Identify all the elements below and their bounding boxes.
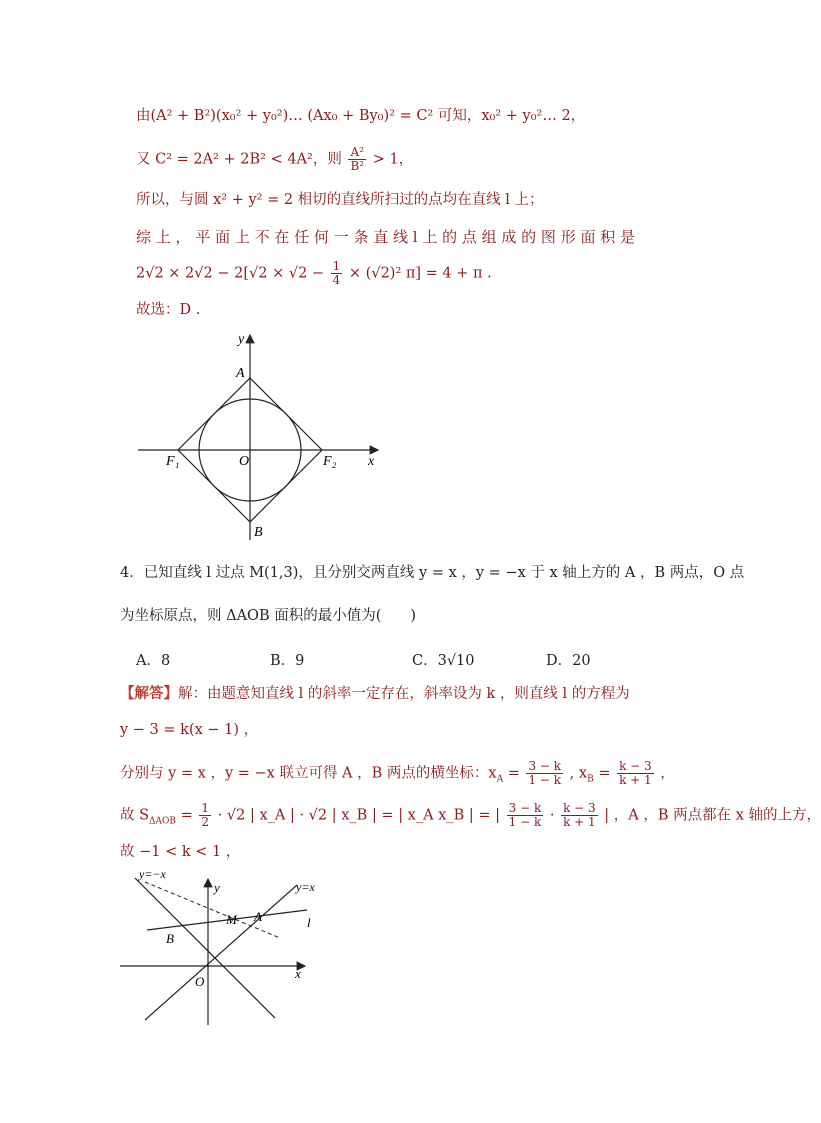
answer-text: 故 S: [120, 807, 150, 824]
solution-text: 所以，与圆 x² + y² = 2 相切的直线所扫过的点均在直线 l 上；: [136, 192, 544, 208]
label-x: x: [295, 966, 301, 981]
option-d: D．20: [546, 653, 591, 669]
solution-line-2: [136, 146, 413, 173]
answer-text: y − 3 = k(x − 1) ，: [120, 722, 259, 738]
fraction: $\frac{1}{2}$: [201, 801, 210, 829]
figure-circle-square: [130, 325, 390, 545]
solution-line-4: [136, 227, 635, 247]
solution-text: 故选：D .: [136, 302, 201, 318]
answer-line-4: 故 $S_{\Delta AOB}$ = $\frac{1}{2}$ · √2 | x_A | · √2 | x_B | = | x_A x_B | = | $\frac{3 - k}{1 - k}$ · $\frac{k - 3}{k + 1}$ | ，A ，B 两点都在 x 轴的上方，: [120, 801, 821, 829]
label-y: y: [214, 880, 220, 895]
solution-line-6: [136, 300, 200, 320]
fraction: $\frac{3 - k}{1 - k}$: [528, 759, 562, 787]
question-4-line-1: [120, 563, 744, 583]
option-b: B．9: [270, 653, 305, 669]
solution-line-5: [136, 260, 492, 287]
label-O: O: [239, 454, 250, 469]
question-4-line-2: [120, 606, 416, 626]
label-F1: F₁: [166, 454, 180, 469]
answer-text: 解：由题意知直线 l 的斜率一定存在，斜率设为 k ，则直线 l 的方程为: [178, 686, 630, 702]
solution-text: 2√2 × 2√2 − 2[√2 × √2 −: [136, 265, 325, 282]
label-B: B: [254, 525, 263, 540]
label-A: A: [254, 909, 262, 924]
solution-text: > 1，: [372, 151, 414, 168]
label-x: x: [368, 454, 375, 469]
solution-text: 综 上 ， 平 面 上 不 在 任 何 一 条 直 线 l 上 的 点 组 成 的 图 形 面 积 是: [136, 228, 636, 246]
solution-line-3: [136, 190, 544, 210]
label-y-neg-x: y=−x: [139, 867, 166, 881]
fraction: $\frac{\text{A²}}{\text{B²}}$: [350, 145, 365, 173]
option-c: C．3√10: [412, 653, 475, 669]
label-y-x: y=x: [296, 880, 315, 894]
fraction: $\frac{1}{4}$: [332, 259, 341, 287]
label-M: M: [226, 912, 237, 927]
fraction: $\frac{k - 3}{k + 1}$: [563, 801, 596, 829]
answer-line-1: [120, 684, 630, 704]
question-text: 4．已知直线 l 过点 M(1,3)，且分别交两直线 y = x ，y = −x 于 x 轴上方的 A ，B 两点，O 点: [120, 565, 745, 581]
solution-line-1: [136, 106, 585, 126]
option-a: A．8: [136, 653, 171, 669]
fraction: $\frac{3 - k}{1 - k}$: [508, 801, 542, 829]
label-A: A: [236, 366, 245, 381]
figure-lines: [115, 865, 330, 1030]
label-B: B: [166, 931, 174, 946]
answer-line-3: 分别与 y = x ，y = −x 联立可得 A ，B 两点的横坐标：$x_A$ = $\frac{3 - k}{1 - k}$ , $x_B$ = $\frac{k - 3}{k + 1}$ ，: [120, 759, 675, 787]
answer-text: 故 −1 < k < 1 ，: [120, 844, 241, 860]
answer-line-5: [120, 842, 240, 862]
fraction: $\frac{k - 3}{k + 1}$: [619, 759, 652, 787]
line-y-neg-x: [135, 878, 275, 1018]
solution-text: 由(A² + B²)(x₀² + y₀²)… (Ax₀ + By₀)² = C² 可知，x₀² + y₀²… 2，: [136, 108, 586, 124]
label-F2: F₂: [323, 454, 337, 469]
answer-tag: 【解答】: [120, 685, 178, 702]
answer-line-2: [120, 720, 258, 740]
question-text: 为坐标原点，则 ΔAOB 面积的最小值为( ): [120, 608, 417, 624]
label-O: O: [195, 974, 205, 989]
line-y-x: [145, 885, 297, 1020]
solution-text: 又 C² = 2A² + 2B² < 4A²，则: [136, 151, 342, 168]
answer-text: 分别与 y = x ，y = −x 联立可得 A ，B 两点的横坐标：x: [120, 765, 497, 782]
label-l: l: [307, 915, 311, 930]
solution-text: × (√2)² π] = 4 + π .: [348, 265, 492, 282]
label-y: y: [238, 332, 245, 347]
